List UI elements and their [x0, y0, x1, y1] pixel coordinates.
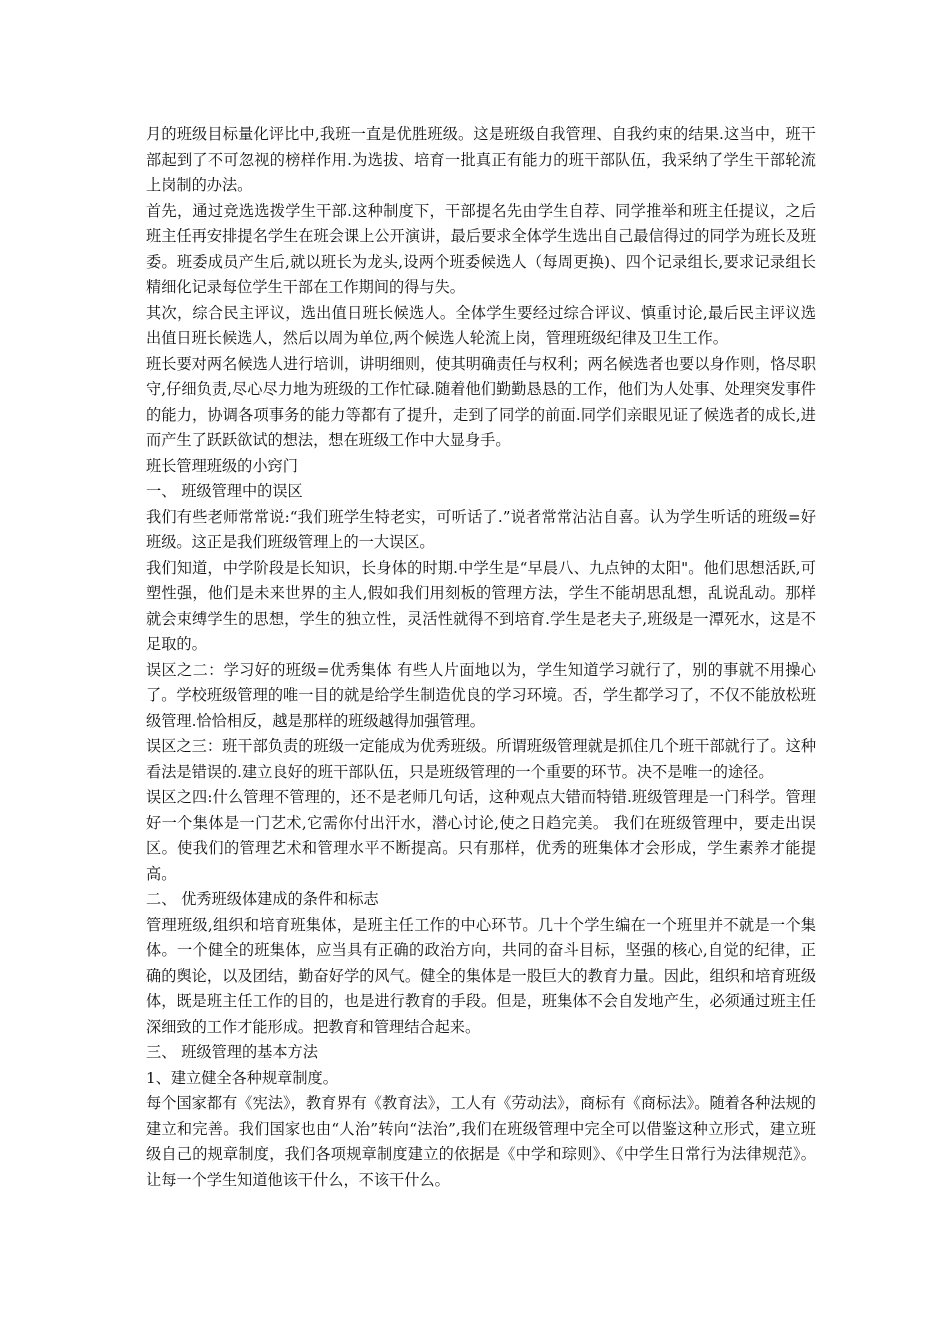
paragraph-democratic-review: 其次，综合民主评议，选出值日班长候选人。全体学生要经过综合评议、慎重讨论,最后民主评议选出值日班长候选人，然后以周为单位,两个候选人轮流上岗，管理班级纪律及卫生工作。: [146, 303, 816, 347]
subheading-rules: 1、建立健全各种规章制度。: [146, 1068, 338, 1087]
section-heading-excellent-class: 二、 优秀班级体建成的条件和标志: [146, 890, 379, 908]
paragraph-class-collective: 管理班级,组织和培育班集体，是班主任工作的中心环节。几十个学生编在一个班里并不就是一个集体。一个健全的班集体，应当具有正确的政治方向，共同的奋斗目标，坚强的核心,自觉的纪律，正确的舆论，以及团结，勤奋好学的风气。健全的集体是一股巨大的教育力量。因此，组织和培育班级体，既是班主任工作的目的，也是进行教育的手段。但是，班集体不会自发地产生，必须通过班主任深细致的工作才能形成。把教育和管理结合起来。: [146, 915, 816, 1036]
paragraph-misconception-two: 误区之二：学习好的班级=优秀集体 有些人片面地以为，学生知道学习就行了，别的事就不用操心了。学校班级管理的唯一目的就是给学生制造优良的学习环境。否，学生都学习了，不仅不能放松班级管理.恰恰相反，越是那样的班级越得加强管理。: [146, 660, 816, 730]
paragraph-rules-detail: 每个国家都有《宪法》，教育界有《教育法》，工人有《劳动法》，商标有《商标法》。随着各种法规的建立和完善。我们国家也由“人治”转向“法治”,我们在班级管理中完全可以借鉴这种立形式，建立班级自己的规章制度，我们各项规章制度建立的依据是《中学和琮则》、《中学生日常行为法律规范》。让每一个学生知道他该干什么，不该干什么。: [146, 1094, 816, 1189]
paragraph-misconception-four: 误区之四:什么管理不管理的，还不是老师几句话，这种观点大错而特错.班级管理是一门科学。管理好一个集体是一门艺术,它需你付出汗水，潜心讨论,使之日趋完美。 我们在班级管理中，要走出误区。使我们的管理艺术和管理水平不断提高。只有那样，优秀的班集体才会形成，学生素养才能提高。: [146, 788, 816, 883]
document-body: [146, 122, 816, 1193]
paragraph-election: 首先，通过竞选选拨学生干部.这种制度下，干部提名先由学生自荐、同学推举和班主任提议，之后班主任再安排提名学生在班会课上公开演讲，最后要求全体学生选出自己最信得过的同学为班长及班委。班委成员产生后,就以班长为龙头,设两个班委候选人（每周更换)、四个记录组长,要求记录组长精细化记录每位学生干部在工作期间的得与失。: [146, 201, 816, 296]
paragraph-middle-school: 我们知道，中学阶段是长知识，长身体的时期.中学生是“早晨八、九点钟的太阳"。他们思想活跃,可塑性强，他们是未来世界的主人,假如我们用刻板的管理方法，学生不能胡思乱想，乱说乱动。那样就会束缚学生的思想，学生的独立性，灵活性就得不到培育.学生是老夫子,班级是一潭死水，这是不足取的。: [146, 558, 816, 653]
paragraph-obedient-class: 我们有些老师常常说:“我们班学生特老实，可听话了.”说者常常沾沾自喜。认为学生听话的班级=好班级。这正是我们班级管理上的一大误区。: [146, 507, 816, 551]
section-heading-basic-methods: 三、 班级管理的基本方法: [146, 1043, 318, 1061]
section-heading-misconceptions: 一、 班级管理中的误区: [146, 482, 303, 500]
paragraph-rotation-intro: 月的班级目标量化评比中,我班一直是优胜班级。这是班级自我管理、自我约束的结果.这当中，班干部起到了不可忽视的榜样作用.为选拔、培育一批真正有能力的班干部队伍，我采纳了学生干部轮流上岗制的办法。: [146, 125, 816, 194]
paragraph-misconception-three: 误区之三：班干部负责的班级一定能成为优秀班级。所谓班级管理就是抓住几个班干部就行了。这种看法是错误的.建立良好的班干部队伍，只是班级管理的一个重要的环节。决不是唯一的途径。: [146, 737, 816, 781]
section-title-tips: 班长管理班级的小窍门: [146, 456, 298, 475]
paragraph-training: 班长要对两名候选人进行培训，讲明细则，使其明确责任与权利；两名候选者也要以身作则，恪尽职守,仔细负责,尽心尽力地为班级的工作忙碌.随着他们勤勤恳恳的工作，他们为人处事、处理突发事件的能力，协调各项事务的能力等都有了提升，走到了同学的前面.同学们亲眼见证了候选者的成长,进而产生了跃跃欲试的想法，想在班级工作中大显身手。: [146, 354, 816, 449]
